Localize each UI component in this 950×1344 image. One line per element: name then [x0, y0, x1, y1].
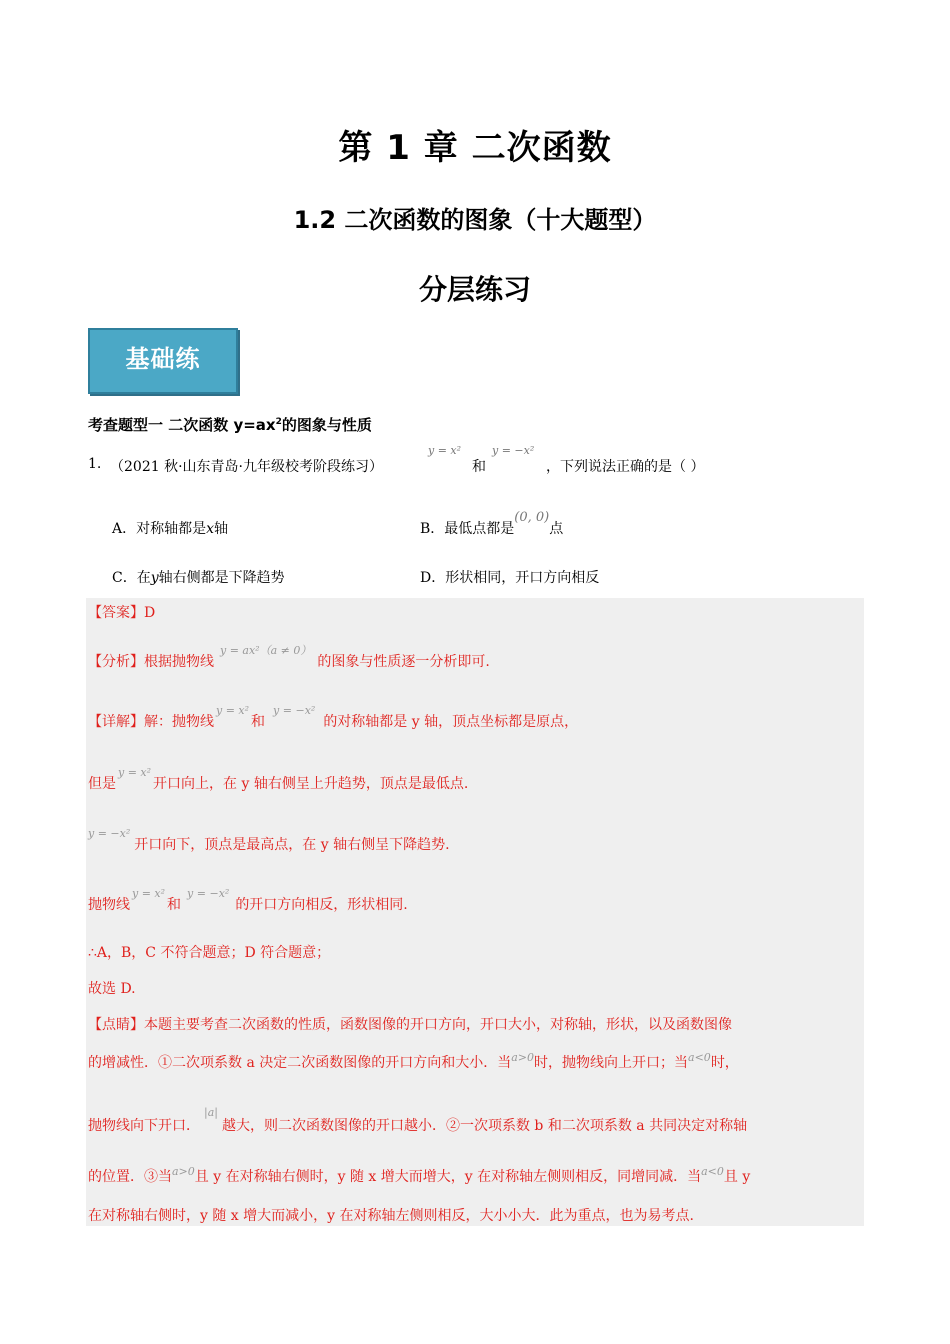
question-and: 和	[472, 459, 486, 475]
option-b[interactable]: B．最低点都是(0, 0)点	[420, 510, 564, 537]
tip-line-4: 的位置．③当$^{a>0}$且 y 在对称轴右侧时，y 随 x 增大而增大，y 在对称轴左侧则相反，同增同减．当$^{a<0}$且 y	[88, 1165, 751, 1185]
chapter-title: 第 1 章 二次函数	[338, 128, 612, 168]
tip-line-2: 的增减性．①二次项系数 a 决定二次函数图像的开口方向和大小．当$^{a>0}$时，抛物线向上开口；当$^{a<0}$时，	[88, 1051, 739, 1071]
section-title: 1.2 二次函数的图象（十大题型）	[293, 206, 657, 234]
detail-line-5: ∴A，B，C 不符合题意；D 符合题意；	[88, 945, 331, 961]
option-c[interactable]: C．在y轴右侧都是下降趋势	[112, 570, 285, 586]
math-expr: y = −x²	[492, 444, 535, 457]
detail-line-2: 但是$^{y = x^2}$开口向上，在 y 轴右侧呈上升趋势，顶点是最低点.	[88, 766, 469, 792]
answer-line: 【答案】D	[88, 605, 156, 621]
question-source: （2021 秋·山东青岛·九年级校考阶段练习）	[110, 459, 383, 475]
detail-line-4: 抛物线$^{y = x^2}$和$^{y = -x^2}$的开口方向相反，形状相同.	[88, 887, 408, 913]
math-expr: y = x²	[428, 444, 462, 457]
detail-line-6: 故选 D.	[88, 981, 136, 997]
option-d[interactable]: D．形状相同，开口方向相反	[420, 570, 600, 586]
topic-heading: 考查题型一 二次函数 $y=ax^2$的图象与性质	[88, 416, 372, 434]
basic-practice-badge: 基础练	[88, 328, 238, 394]
option-a[interactable]: A．对称轴都是x轴	[112, 521, 229, 537]
tip-line-3: 抛物线向下开口．$^{|a|}$越大，则二次函数图像的开口越小．②一次项系数 b 和二次项系数 a 共同决定对称轴	[88, 1106, 748, 1134]
tip-line-5: 在对称轴右侧时，y 随 x 增大而减小，y 在对称轴左侧则相反，大小小大．此为重点，也为易考点.	[88, 1208, 694, 1224]
question-prompt: ，下列说法正确的是（ ）	[546, 459, 705, 475]
tip-line-1: 【点睛】本题主要考查二次函数的性质，函数图像的开口方向，开口大小，对称轴，形状，以及函数图像	[88, 1017, 732, 1033]
subtitle: 分层练习	[418, 273, 531, 306]
question-number: 1.	[88, 456, 102, 472]
detail-line-1: 【详解】解：抛物线$^{y = x^2}$和$^{y = -x^2}$的对称轴都是 y 轴，顶点坐标都是原点，	[88, 704, 579, 730]
analysis-line: 【分析】根据抛物线$^{y = ax^2(a \ne 0)}$的图象与性质逐一分析即可.	[88, 644, 490, 670]
detail-line-3: $^{y = -x^2}$开口向下，顶点是最高点，在 y 轴右侧呈下降趋势.	[88, 827, 450, 853]
